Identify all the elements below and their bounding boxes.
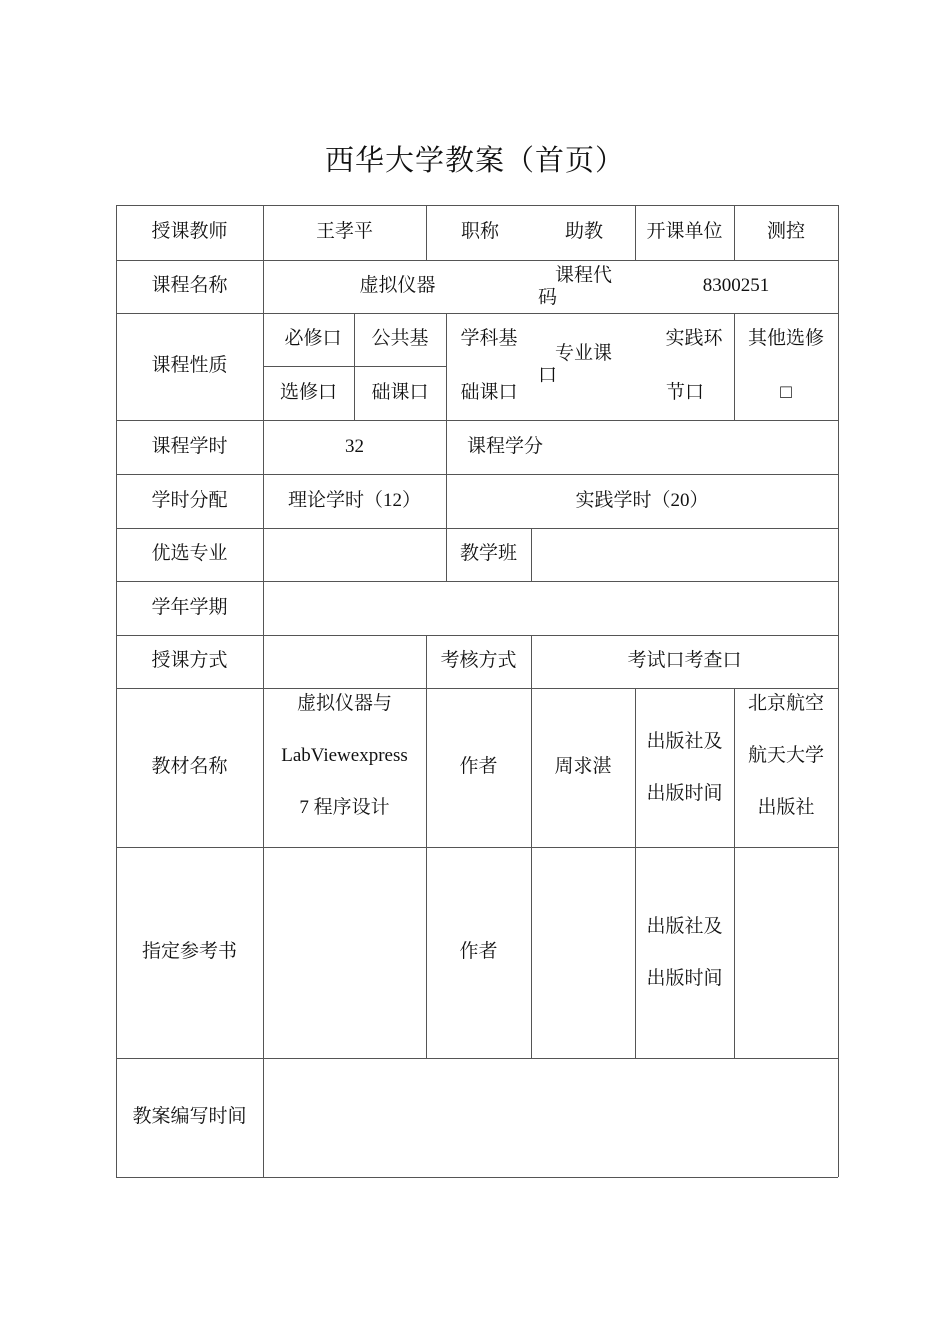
assessment-value: 考试口考查口 bbox=[627, 650, 742, 672]
reference-author-label: 作者 bbox=[459, 941, 498, 963]
job-title-value: 助教 bbox=[564, 221, 603, 243]
other-elective-top: 其他选修 bbox=[747, 328, 824, 350]
job-title-label: 职称 bbox=[460, 221, 499, 243]
reference-publisher-label-line1: 出版社及 bbox=[646, 915, 723, 937]
textbook-name bbox=[263, 676, 426, 835]
preferred-major-label: 优选专业 bbox=[151, 543, 228, 565]
course-code-value: 8300251 bbox=[702, 275, 770, 297]
textbook-author-value: 周求湛 bbox=[554, 756, 612, 778]
preferred-major-value bbox=[263, 528, 446, 581]
course-code-label-line1: 课程代 bbox=[555, 265, 613, 286]
teaching-class-value bbox=[531, 528, 838, 581]
reference-publisher-value bbox=[734, 847, 838, 1058]
course-name-label: 课程名称 bbox=[151, 275, 228, 297]
reference-publisher-label bbox=[635, 847, 734, 1058]
textbook-publisher-line3: 出版社 bbox=[757, 796, 815, 818]
textbook-name-line3: 7 程序设计 bbox=[299, 796, 390, 818]
page-title: 西华大学教案（首页） bbox=[324, 145, 625, 177]
textbook-publisher-label-line2: 出版时间 bbox=[646, 782, 723, 804]
teaching-class-label: 教学班 bbox=[459, 543, 517, 565]
practice-option-bottom: 节口 bbox=[665, 382, 704, 404]
teaching-method-label: 授课方式 bbox=[151, 650, 228, 672]
reference-book-name bbox=[263, 847, 426, 1058]
major-course-line1: 专业课 bbox=[555, 343, 613, 364]
lesson-plan-time-value bbox=[263, 1058, 838, 1177]
textbook-publisher-line2: 航天大学 bbox=[747, 744, 824, 766]
teacher-name: 王孝平 bbox=[315, 221, 373, 243]
assessment-label: 考核方式 bbox=[440, 650, 517, 672]
textbook-author-label: 作者 bbox=[459, 756, 498, 778]
credit-label: 课程学分 bbox=[466, 435, 543, 457]
discipline-basic-bottom: 础课口 bbox=[460, 382, 518, 404]
required-option: 必修口 bbox=[284, 328, 342, 350]
practice-hours: 实践学时（20） bbox=[575, 489, 709, 511]
textbook-publisher-value bbox=[734, 676, 838, 835]
textbook-label: 教材名称 bbox=[151, 756, 228, 778]
public-basic-bottom: 础课口 bbox=[371, 382, 429, 404]
hours-label: 课程学时 bbox=[151, 435, 228, 457]
major-course-option bbox=[538, 340, 628, 390]
allocation-label: 学时分配 bbox=[151, 489, 228, 511]
lesson-plan-time-label: 教案编写时间 bbox=[132, 1106, 247, 1128]
practice-option-top: 实践环 bbox=[665, 328, 723, 350]
unit-value: 测控 bbox=[766, 221, 805, 243]
course-name-value: 虚拟仪器 bbox=[359, 275, 436, 297]
elective-option: 选修口 bbox=[279, 382, 337, 404]
textbook-name-line1: 虚拟仪器与 bbox=[296, 692, 392, 714]
public-basic-top: 公共基 bbox=[371, 328, 429, 350]
reference-publisher-label-line2: 出版时间 bbox=[646, 967, 723, 989]
discipline-basic-top: 学科基 bbox=[460, 328, 518, 350]
textbook-name-line2: LabViewexpress bbox=[281, 744, 408, 766]
hours-value: 32 bbox=[345, 435, 364, 457]
credit-value bbox=[564, 420, 838, 474]
course-code-label-line2: 码 bbox=[538, 287, 558, 308]
term-label: 学年学期 bbox=[151, 596, 228, 618]
major-course-line2: 口 bbox=[538, 365, 558, 386]
course-type-label: 课程性质 bbox=[151, 355, 228, 377]
teacher-label: 授课教师 bbox=[151, 221, 228, 243]
textbook-publisher-line1: 北京航空 bbox=[747, 692, 824, 714]
textbook-publisher-label bbox=[635, 688, 734, 847]
theory-hours: 理论学时（12） bbox=[287, 489, 421, 511]
reference-book-label: 指定参考书 bbox=[141, 941, 237, 963]
other-elective-checkbox: □ bbox=[780, 382, 792, 404]
term-value bbox=[263, 581, 838, 635]
course-code-label bbox=[530, 262, 630, 312]
reference-author-value bbox=[531, 847, 635, 1058]
textbook-publisher-label-line1: 出版社及 bbox=[646, 730, 723, 752]
unit-label: 开课单位 bbox=[646, 221, 723, 243]
